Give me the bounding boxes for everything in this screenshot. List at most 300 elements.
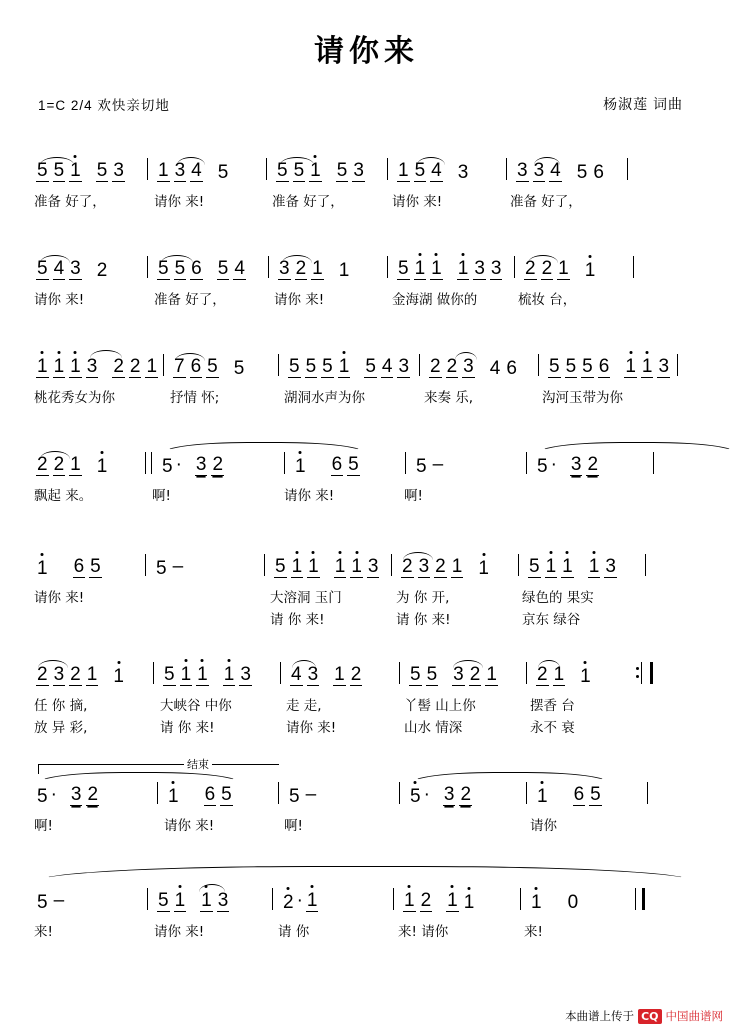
note: 3	[398, 356, 410, 377]
barline	[278, 354, 279, 376]
lyric-line	[34, 814, 699, 834]
barline	[419, 354, 420, 376]
measure	[159, 454, 277, 476]
lyric: 请你 来!	[392, 194, 443, 210]
site-logo-icon: CQ	[638, 1009, 661, 1024]
lyric: 啊!	[34, 818, 53, 834]
system-6	[34, 656, 699, 736]
note: 6	[573, 784, 585, 805]
note: 3	[490, 258, 502, 279]
lyric: 请你 来!	[286, 720, 337, 736]
lyric: 湖洞水声为你	[284, 390, 365, 406]
note: 1	[338, 260, 350, 281]
lyric: 请你	[530, 818, 557, 834]
note: 1	[584, 260, 596, 281]
note: 3	[307, 664, 319, 685]
notation-line	[34, 548, 699, 578]
note: 1	[70, 356, 81, 377]
note: 5	[590, 784, 601, 805]
barline	[145, 554, 146, 576]
note: 3	[474, 258, 485, 279]
barline	[627, 158, 628, 180]
note: 2	[87, 784, 99, 805]
note: 1	[308, 556, 319, 577]
lyric-line	[34, 694, 699, 714]
note: 1	[174, 890, 186, 911]
note: 1	[37, 558, 48, 579]
note: 1	[625, 356, 636, 377]
lyric: 大溶洞 玉门	[270, 590, 342, 606]
barline	[147, 888, 148, 910]
note: 4	[431, 160, 442, 181]
ending-label: 结束	[184, 756, 212, 772]
measure	[34, 784, 150, 806]
barline	[647, 782, 648, 804]
note: 5	[174, 258, 186, 279]
measure	[34, 890, 140, 912]
barline	[633, 256, 634, 278]
note: 5	[164, 664, 175, 685]
rest: 0	[567, 892, 579, 913]
key-meter-tempo: 1=C 2/4 欢快亲切地	[38, 98, 170, 113]
notation-line	[34, 348, 699, 378]
note: 1	[486, 664, 497, 685]
measure	[153, 556, 257, 578]
lyric-line	[34, 586, 699, 606]
lyric: 摆香 台	[530, 698, 575, 714]
measure	[274, 161, 380, 182]
lyric: 准备 好了，	[154, 292, 226, 308]
barline	[157, 782, 158, 804]
notation-line	[34, 656, 699, 686]
note: 1	[537, 786, 548, 807]
note: 4	[550, 160, 561, 181]
note: 1	[588, 556, 600, 577]
measure	[401, 891, 513, 912]
note: 5	[156, 558, 167, 579]
lyric	[34, 608, 152, 628]
lyric: 沟河玉带为你	[542, 390, 623, 406]
note: 1	[580, 666, 591, 687]
note: 3	[457, 162, 469, 183]
note: 1	[463, 892, 475, 913]
barline	[266, 158, 267, 180]
note: 5	[414, 160, 426, 181]
note: 1	[398, 160, 409, 181]
note: 5	[233, 358, 245, 379]
note: 2	[435, 556, 446, 577]
note: 3	[570, 454, 582, 475]
note: 5	[529, 556, 540, 577]
note: 2	[350, 664, 362, 685]
note: 5	[410, 786, 421, 807]
note: 1	[70, 454, 81, 475]
note: 2	[587, 454, 599, 475]
note: 5	[37, 258, 48, 279]
lyric: 请 你	[278, 924, 310, 940]
lyric: 任 你 摘,	[34, 698, 88, 714]
note: 3	[240, 664, 251, 685]
score-page	[0, 26, 733, 1032]
measure	[522, 259, 626, 280]
barline	[399, 662, 400, 684]
note: 1	[451, 556, 463, 577]
note: 6	[593, 162, 604, 183]
note: 3	[367, 556, 379, 577]
measure	[407, 784, 519, 806]
note: 5	[576, 162, 588, 183]
final-barline	[635, 888, 645, 910]
note: 5	[322, 356, 333, 377]
measure	[34, 557, 138, 578]
note: 5	[158, 890, 169, 911]
note: 2	[402, 556, 413, 577]
note: 4	[381, 356, 393, 377]
lyric	[152, 608, 270, 628]
repeat-barline	[641, 662, 653, 684]
lyric: 梳妆 台，	[518, 292, 577, 308]
note: 5	[537, 456, 548, 477]
note: 5	[582, 356, 593, 377]
note: 5	[398, 258, 409, 279]
system-5	[34, 548, 699, 628]
note: 2	[430, 356, 441, 377]
note: 5	[289, 356, 300, 377]
footer-attribution	[565, 1008, 723, 1024]
measure	[34, 161, 140, 182]
lyric: 请你 来!	[164, 818, 215, 834]
measure	[286, 784, 392, 806]
note: 5	[365, 356, 376, 377]
measure	[528, 893, 628, 912]
note: 5	[217, 162, 229, 183]
note: 2	[460, 784, 472, 805]
note: 1	[562, 556, 573, 577]
note: 5	[277, 160, 288, 181]
note: 3	[174, 160, 186, 181]
lyric: 请 你 来!	[396, 612, 451, 628]
system-2	[34, 250, 699, 308]
measure	[155, 161, 259, 182]
measure	[165, 785, 271, 806]
notation-line	[34, 882, 699, 912]
note: 5	[426, 664, 438, 685]
measure	[534, 665, 634, 686]
measure	[280, 890, 386, 912]
lyric-line-verse2	[34, 716, 699, 736]
barline	[280, 662, 281, 684]
measure	[292, 455, 398, 476]
lyric: 请你 来!	[274, 292, 325, 308]
dotted-rhythm-dot: ·	[175, 454, 182, 475]
barline-double	[145, 452, 152, 474]
barline	[153, 662, 154, 684]
note: 1	[201, 890, 212, 911]
lyric: 啊!	[404, 488, 423, 504]
note: 5	[410, 664, 421, 685]
lyric: 啊!	[152, 488, 171, 504]
note: 4	[489, 358, 501, 379]
note: 2	[37, 454, 48, 475]
note: 6	[598, 356, 610, 377]
note: 3	[217, 890, 229, 911]
lyric: 准备 好了，	[272, 194, 344, 210]
lyric: 绿色的 果实	[522, 590, 594, 606]
note: 2	[70, 664, 81, 685]
measure	[155, 259, 261, 280]
lyric: 请你 来!	[34, 590, 85, 606]
barline	[677, 354, 678, 376]
dotted-rhythm-dot: ·	[550, 454, 557, 475]
note: 5	[221, 784, 232, 805]
note: 5	[293, 160, 305, 181]
note: 5	[348, 454, 359, 475]
barline	[163, 354, 164, 376]
system-8	[34, 882, 699, 940]
measure	[171, 357, 271, 378]
lyric: 请你 来!	[154, 194, 205, 210]
note: 1	[53, 356, 65, 377]
note: 2	[446, 356, 458, 377]
note: 3	[658, 356, 670, 377]
note: 5	[37, 160, 48, 181]
phrase-slur	[38, 866, 692, 881]
note: 2	[541, 258, 553, 279]
measure	[526, 557, 638, 578]
note: 1	[86, 664, 98, 685]
dotted-rhythm-dot: ·	[50, 784, 57, 805]
note: 5	[217, 258, 229, 279]
note: 1	[457, 258, 469, 279]
measure	[546, 357, 670, 378]
barline	[645, 554, 646, 576]
page-title: 请你来	[314, 34, 419, 69]
lyric: 请你 来!	[154, 924, 205, 940]
note: 1	[414, 258, 426, 279]
note: 5	[289, 786, 300, 807]
note: 3	[86, 356, 98, 377]
note: 3	[70, 784, 82, 805]
note: 2	[37, 664, 48, 685]
barline	[526, 452, 527, 474]
note: 1	[310, 160, 321, 181]
lyric: 走 走,	[286, 698, 322, 714]
note: 1	[158, 160, 169, 181]
notation-line	[34, 152, 699, 182]
measure	[413, 454, 519, 476]
measure	[399, 557, 511, 578]
lyric: 桃花秀女为你	[34, 390, 115, 406]
note: 1	[334, 556, 346, 577]
note: 2	[537, 664, 548, 685]
lyric	[152, 586, 270, 606]
measure	[407, 665, 519, 686]
note: 6	[331, 454, 343, 475]
note: 2	[420, 890, 432, 911]
barline	[526, 782, 527, 804]
barline	[518, 554, 519, 576]
barline	[399, 782, 400, 804]
measure	[534, 785, 640, 806]
barline	[520, 888, 521, 910]
measure	[288, 665, 392, 686]
measure	[427, 357, 531, 378]
note: 2	[113, 356, 124, 377]
note: 1	[306, 890, 318, 911]
note: 3	[53, 664, 65, 685]
barline	[147, 256, 148, 278]
note: 5	[565, 356, 577, 377]
note: 1	[295, 456, 306, 477]
lyric: 请 你 来!	[270, 612, 325, 628]
note: 3	[453, 664, 464, 685]
note: 6	[191, 258, 202, 279]
note: 3	[113, 160, 124, 181]
lyric: 请 你 来!	[160, 720, 215, 736]
lyric: 永不 衰	[530, 720, 575, 736]
notation-line	[34, 776, 699, 806]
barline	[264, 554, 265, 576]
measure	[514, 161, 620, 182]
note: 3	[517, 160, 528, 181]
note: 1	[351, 556, 362, 577]
note: 5	[158, 258, 169, 279]
system-3	[34, 348, 699, 406]
note: 1	[312, 258, 323, 279]
note: 3	[443, 784, 455, 805]
barline	[506, 158, 507, 180]
note: 1	[70, 160, 81, 181]
note: 3	[418, 556, 430, 577]
barline	[268, 256, 269, 278]
note: 1	[334, 664, 345, 685]
lyric-line	[34, 484, 699, 504]
note: 2	[469, 664, 481, 685]
note: 1	[113, 666, 124, 687]
measure	[534, 454, 646, 476]
note: 5	[90, 556, 101, 577]
note: 3	[605, 556, 616, 577]
lyric: 为 你 开,	[396, 590, 450, 606]
note: 5	[549, 356, 560, 377]
note: 5	[336, 160, 348, 181]
lyric: 啊!	[284, 818, 303, 834]
lyric-line	[34, 288, 699, 308]
note: 2	[283, 892, 294, 913]
lyric: 来奏 乐,	[424, 390, 474, 406]
note: 1	[180, 664, 192, 685]
note: 3	[353, 160, 364, 181]
note: 5	[416, 456, 427, 477]
lyric: 金海湖 做你的	[392, 292, 478, 308]
barline	[278, 782, 279, 804]
note: 1	[531, 892, 542, 913]
lyric	[404, 814, 530, 834]
note: 3	[70, 258, 81, 279]
lyric: 准备 好了，	[34, 194, 106, 210]
lyric: 抒情 怀;	[170, 390, 220, 406]
note: 6	[190, 356, 202, 377]
composer-credit: 杨淑莲 词曲	[603, 96, 683, 112]
dotted-rhythm-dot: ·	[423, 784, 430, 805]
note: 1	[545, 556, 557, 577]
barline	[653, 452, 654, 474]
measure	[395, 259, 507, 280]
barline	[387, 158, 388, 180]
measure	[276, 259, 380, 280]
note: 5	[37, 892, 48, 913]
measure	[286, 357, 412, 378]
barline	[526, 662, 527, 684]
note: 5	[305, 356, 317, 377]
barline	[387, 256, 388, 278]
notation-line	[34, 250, 699, 280]
lyric: 大峡谷 中你	[160, 698, 232, 714]
lyric-line	[34, 920, 699, 940]
barline	[514, 256, 515, 278]
note: 1	[478, 558, 489, 579]
note: 1	[553, 664, 565, 685]
lyric: 请你 来!	[284, 488, 335, 504]
lyric: 来!	[34, 924, 53, 940]
note: 2	[295, 258, 307, 279]
measure	[155, 891, 265, 912]
score-meta	[34, 94, 699, 120]
lyric: 请你 来!	[34, 292, 85, 308]
lyric-line	[34, 190, 699, 210]
dotted-rhythm-dot: ·	[296, 890, 303, 911]
note: 1	[197, 664, 208, 685]
note: 1	[558, 258, 569, 279]
system-7	[34, 758, 699, 834]
note: 2	[525, 258, 536, 279]
note: 1	[223, 664, 235, 685]
barline	[391, 554, 392, 576]
barline	[405, 452, 406, 474]
note: 1	[168, 786, 179, 807]
note: 1	[404, 890, 415, 911]
note: 1	[641, 356, 653, 377]
measure	[34, 357, 156, 378]
note: 5	[207, 356, 218, 377]
note: 5	[162, 456, 173, 477]
note-extend-dash: –	[305, 784, 317, 805]
note: 3	[279, 258, 290, 279]
note: 5	[96, 160, 108, 181]
note: 3	[195, 454, 207, 475]
note: 1	[291, 556, 303, 577]
note-extend-dash: –	[53, 890, 65, 911]
note: 2	[129, 356, 141, 377]
note-extend-dash: –	[172, 556, 184, 577]
lyric: 京东 绿谷	[522, 612, 581, 628]
note: 1	[146, 356, 158, 377]
note: 1	[37, 356, 48, 377]
notation-line	[34, 446, 699, 476]
site-name[interactable]: 中国曲谱网	[665, 1009, 723, 1023]
lyric: 飘起 来。	[34, 488, 93, 504]
lyric: 来! 请你	[398, 924, 449, 940]
note: 1	[96, 456, 108, 477]
barline	[284, 452, 285, 474]
note: 5	[37, 786, 48, 807]
note: 3	[533, 160, 545, 181]
measure	[395, 161, 499, 182]
barline	[538, 354, 539, 376]
footer-text: 本曲谱上传于	[565, 1009, 635, 1023]
note: 7	[174, 356, 185, 377]
lyric	[524, 484, 644, 504]
